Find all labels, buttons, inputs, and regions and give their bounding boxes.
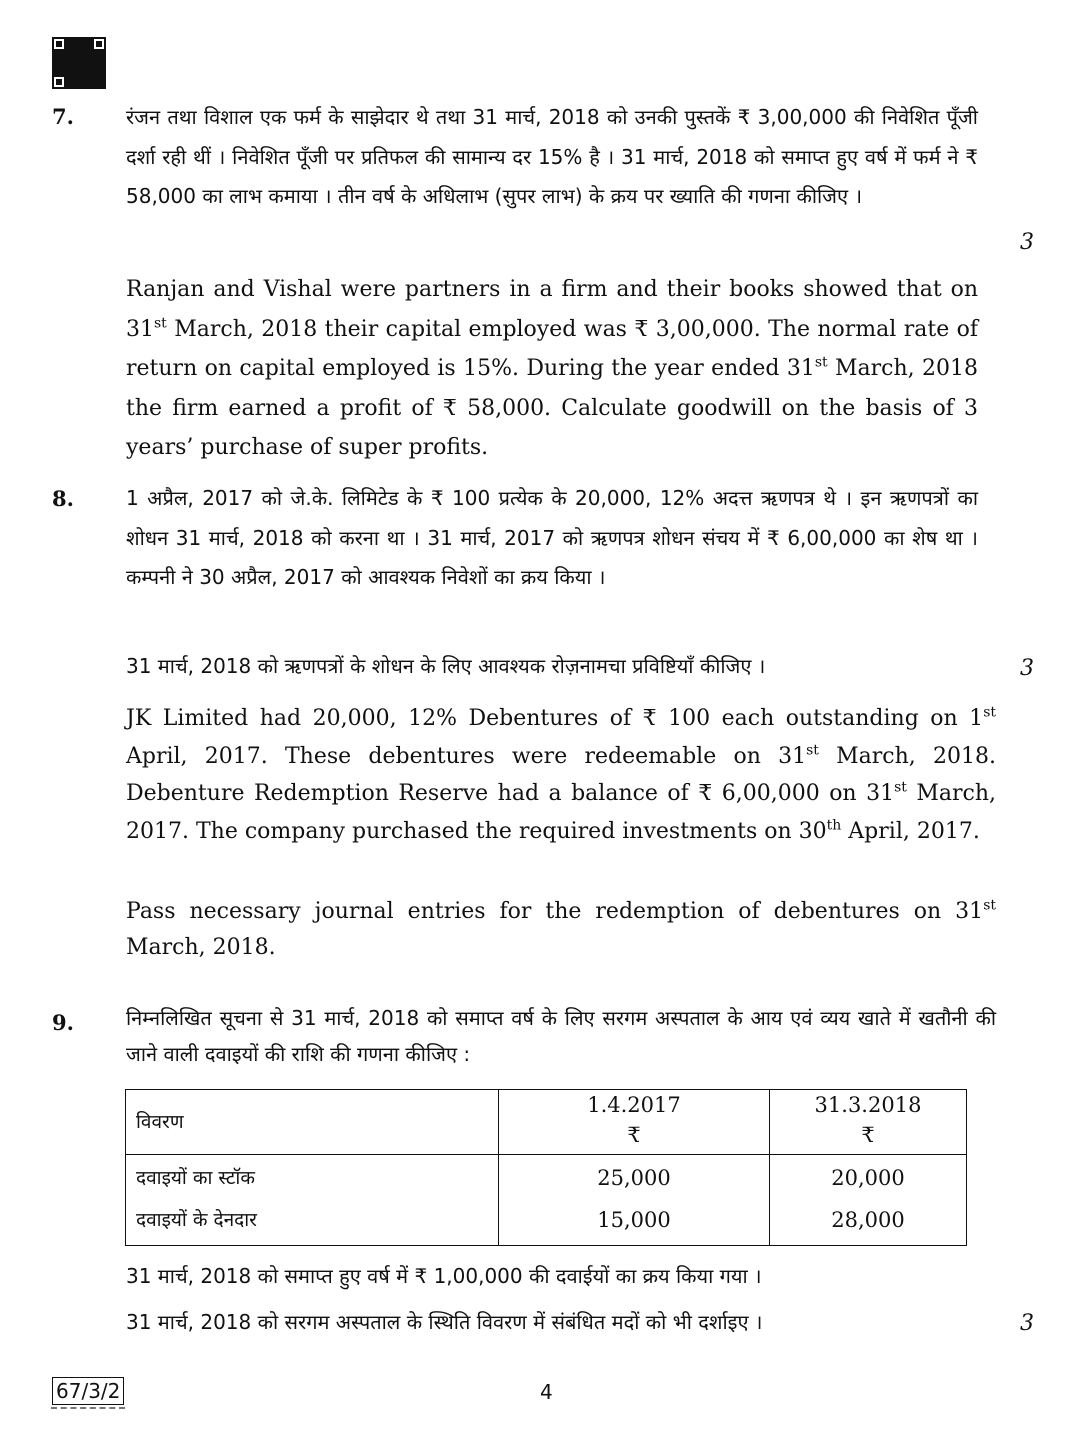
question-8-english: JK Limited had 20,000, 12% Debentures of ₹ 100 each outstanding on 1st April, 2017. These debentures were redeemable on 31st March, 2018. Debenture Redemption Reserve had a balance of ₹ 6,00,000 on 31st March, 2017. The company purchased the required investments on 30th April, 2017. [126,704,997,844]
question-9-purchase-line: 31 मार्च, 2018 को समाप्त हुए वर्ष में ₹ 1,00,000 की दवाईयों का क्रय किया गया । [126,1264,762,1288]
table-header-row [126,1090,967,1155]
table-header-opening: 1.4.2017 ₹ [499,1090,770,1155]
question-7-number: 7. [52,104,74,129]
question-9-marks: 3 [1020,1311,1034,1336]
question-8-hindi: 1 अप्रैल, 2017 को जे.के. लिमिटेड के ₹ 100 प्रत्येक के 20,000, 12% अदत्त ऋणपत्र थे । इन ऋणपत्रों का शोधन 31 मार्च, 2018 को करना था । 31 मार्च, 2017 को ऋणपत्र शोधन संचय में ₹ 6,00,000 का शेष था । कम्पनी ने 30 अप्रैल, 2017 को आवश्यक निवेशों का क्रय किया । [126,486,978,589]
question-7-hindi: रंजन तथा विशाल एक फर्म के साझेदार थे तथा 31 मार्च, 2018 को उनकी पुस्तकें ₹ 3,00,000 की निवेशित पूँजी दर्शा रही थीं । निवेशित पूँजी पर प्रतिफल की सामान्य दर 15% है । 31 मार्च, 2018 को समाप्त हुए वर्ष में फर्म ने ₹ 58,000 का लाभ कमाया । तीन वर्ष के अधिलाभ (सुपर लाभ) के क्रय पर ख्याति की गणना कीजिए । [126,105,978,208]
medicines-table [125,1089,967,1246]
question-8-number: 8. [52,486,74,511]
table-header-closing: 31.3.2018 ₹ [770,1090,967,1155]
page-number: 4 [540,1380,553,1404]
table-row [126,1155,967,1246]
question-9-instruction: 31 मार्च, 2018 को सरगम अस्पताल के स्थिति विवरण में संबंधित मदों को भी दर्शाइए । [126,1310,763,1334]
question-7-marks: 3 [1020,230,1034,255]
question-8-english-instruction: Pass necessary journal entries for the redemption of debentures on 31st March, 2018. [126,897,996,960]
table-row-opening-values: 25,000 15,000 [499,1155,770,1246]
question-9-hindi: निम्नलिखित सूचना से 31 मार्च, 2018 को समाप्त वर्ष के लिए सरगम अस्पताल के आय एवं व्यय खाते में खतौनी की जाने वाली दवाइयों की राशि की गणना कीजिए : [126,1006,996,1066]
question-8-hindi-instruction: 31 मार्च, 2018 को ऋणपत्रों के शोधन के लिए आवश्यक रोज़नामचा प्रविष्टियाँ कीजिए । [126,654,766,678]
qr-code [52,37,106,89]
paper-code: 67/3/2 [52,1377,124,1405]
question-7-english: Ranjan and Vishal were partners in a firm and their books showed that on 31st March, 2018 their capital employed was ₹ 3,00,000. The normal rate of return on capital employed is 15%. During the year ended 31st March, 2018 the firm earned a profit of ₹ 58,000. Calculate goodwill on the basis of 3 years’ purchase of super profits. [126,277,978,460]
question-9-number: 9. [52,1010,74,1035]
table-row-closing-values: 20,000 28,000 [770,1155,967,1246]
question-8-marks: 3 [1020,656,1034,681]
table-header-particulars: विवरण [126,1090,499,1155]
table-row-labels: दवाइयों का स्टॉक दवाइयों के देनदार [126,1155,499,1246]
